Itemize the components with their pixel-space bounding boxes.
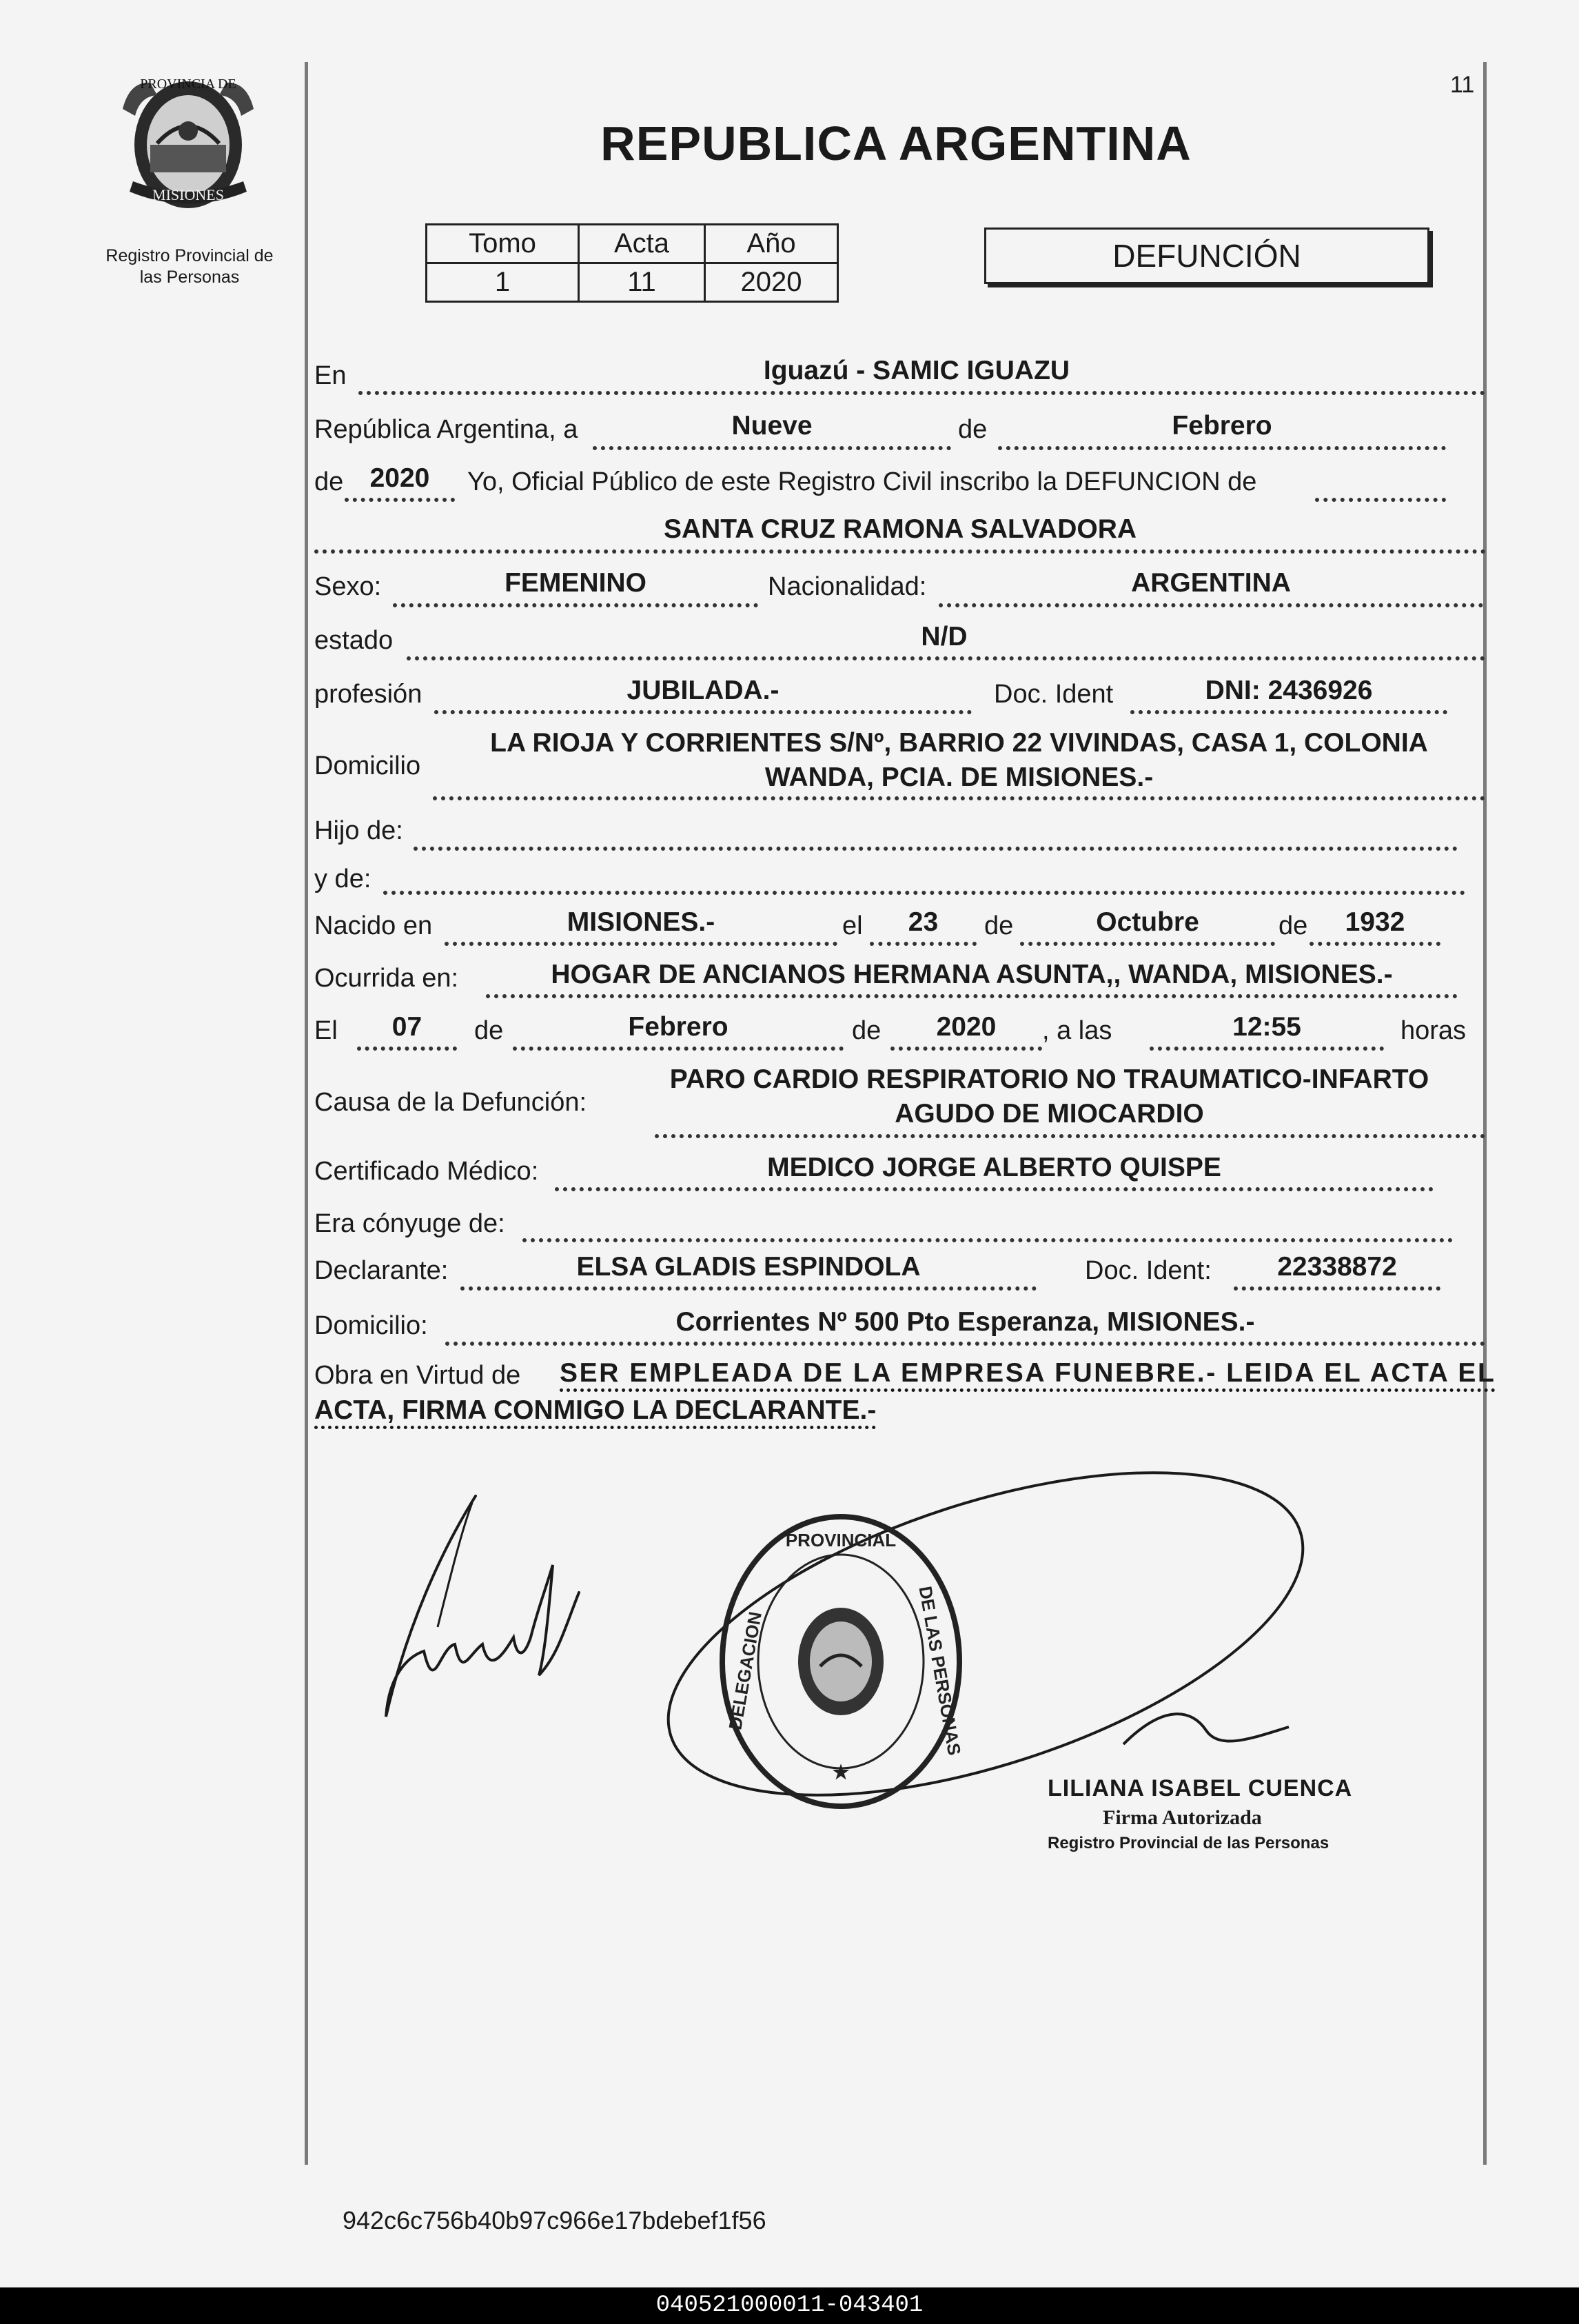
deceased-name: SANTA CRUZ RAMONA SALVADORA: [663, 514, 1137, 544]
day-word-value: Nueve: [731, 411, 813, 441]
svg-text:PROVINCIA DE: PROVINCIA DE: [140, 77, 236, 92]
document-title: REPUBLICA ARGENTINA: [600, 117, 1192, 170]
place-value: Iguazú - SAMIC IGUAZU: [763, 356, 1070, 385]
left-margin-line: [305, 62, 308, 2165]
horas-label: horas: [1400, 1016, 1467, 1045]
record-type-box: DEFUNCIÓN: [984, 228, 1429, 284]
place-line: [358, 391, 1485, 395]
official-stamp: [710, 1506, 972, 1817]
declarante-line: [460, 1286, 1037, 1291]
acta-value: 11: [579, 263, 705, 302]
province-coat-of-arms: [109, 68, 267, 219]
nacido-value: MISIONES.-: [567, 907, 715, 937]
footer-code: 040521000011-043401: [0, 2287, 1579, 2324]
el-label: el: [842, 911, 863, 940]
inscribo-line: [1315, 498, 1446, 502]
day-word-line: [593, 446, 951, 450]
decl-doc-line: [1234, 1286, 1440, 1291]
obra-label: Obra en Virtud de: [314, 1361, 521, 1390]
inscribo-text: Yo, Oficial Público de este Registro Civil inscribo la DEFUNCION de: [467, 467, 1257, 496]
doc-ident-line: [1130, 710, 1447, 714]
birth-day: 23: [908, 907, 939, 937]
sexo-label: Sexo:: [314, 572, 382, 601]
svg-text:PROVINCIAL: PROVINCIAL: [785, 1530, 897, 1550]
anio-value: 2020: [705, 263, 838, 302]
acta-header: Acta: [579, 225, 705, 263]
estado-label: estado: [314, 626, 394, 655]
death-day: 07: [391, 1012, 422, 1042]
death-year: 2020: [936, 1012, 997, 1042]
death-day-line: [357, 1047, 457, 1051]
death-month-line: [513, 1047, 844, 1051]
conyuge-line: [522, 1238, 1453, 1242]
obra-line2: ACTA, FIRMA CONMIGO LA DECLARANTE.-: [314, 1395, 877, 1425]
reference-table: [425, 223, 839, 303]
signatory-block: [1048, 1775, 1406, 1853]
certificado-label: Certificado Médico:: [314, 1157, 539, 1186]
profesion-line: [434, 710, 972, 714]
nacionalidad-line: [939, 603, 1483, 607]
year-line: [345, 498, 455, 502]
obra-line1: SER EMPLEADA DE LA EMPRESA FUNEBRE.- LEIDA EL ACTA EL: [560, 1358, 1496, 1388]
certificado-value: MEDICO JORGE ALBERTO QUISPE: [767, 1153, 1221, 1182]
svg-text:MISIONES: MISIONES: [152, 186, 224, 203]
conyuge-label: Era cónyuge de:: [314, 1209, 505, 1238]
causa-label: Causa de la Defunción:: [314, 1088, 587, 1117]
decl-domicilio-value: Corrientes Nº 500 Pto Esperanza, MISIONES.-: [675, 1307, 1255, 1337]
month-line: [998, 446, 1446, 450]
nacido-line: [445, 942, 837, 946]
decl-domicilio-line: [445, 1342, 1485, 1346]
causa-line1: PARO CARDIO RESPIRATORIO NO TRAUMATICO-INFARTO: [669, 1064, 1429, 1094]
death-year-line: [890, 1047, 1042, 1051]
svg-text:DE LAS PERSONAS: DE LAS PERSONAS: [915, 1584, 966, 1757]
ocurrida-value: HOGAR DE ANCIANOS HERMANA ASUNTA,, WANDA, MISIONES.-: [551, 960, 1393, 989]
domicilio-line1: LA RIOJA Y CORRIENTES S/Nº, BARRIO 22 VIVINDAS, CASA 1, COLONIA: [490, 728, 1428, 758]
de-label-1: de: [958, 415, 988, 444]
anio-header: Año: [705, 225, 838, 263]
tomo-header: Tomo: [427, 225, 579, 263]
month-value: Febrero: [1172, 411, 1272, 441]
decl-doc-value: 22338872: [1277, 1252, 1397, 1282]
de-label-5: de: [474, 1016, 504, 1045]
birth-day-line: [870, 942, 977, 946]
registry-name: Registro Provincial de las Personas: [105, 246, 274, 287]
signatory-name: LILIANA ISABEL CUENCA: [1048, 1775, 1353, 1801]
svg-text:DELEGACION: DELEGACION: [724, 1610, 766, 1732]
birth-month-line: [1020, 942, 1275, 946]
doc-ident-value: DNI: 2436926: [1205, 676, 1373, 705]
profesion-value: JUBILADA.-: [626, 676, 780, 705]
domicilio-line: [433, 796, 1485, 800]
death-month: Febrero: [628, 1012, 729, 1042]
de-label-6: de: [852, 1016, 882, 1045]
yde-line: [383, 891, 1465, 895]
nacido-label: Nacido en: [314, 911, 433, 940]
birth-year-line: [1310, 942, 1440, 946]
republica-label: República Argentina, a: [314, 415, 578, 444]
sexo-value: FEMENINO: [505, 568, 646, 598]
declarante-label: Declarante:: [314, 1256, 449, 1285]
domicilio-line2: WANDA, PCIA. DE MISIONES.-: [764, 762, 1154, 792]
causa-line2: AGUDO DE MIOCARDIO: [895, 1099, 1204, 1129]
hijo-label: Hijo de:: [314, 816, 403, 845]
deceased-line: [314, 549, 1486, 554]
de-label-2: de: [314, 467, 344, 496]
en-label: En: [314, 361, 347, 390]
estado-value: N/D: [921, 622, 968, 651]
de-label-4: de: [1279, 911, 1308, 940]
tomo-value: 1: [427, 263, 579, 302]
year-value: 2020: [369, 463, 430, 493]
nacionalidad-label: Nacionalidad:: [768, 572, 927, 601]
yde-label: y de:: [314, 865, 371, 893]
declarant-signature: [358, 1489, 620, 1737]
nacionalidad-value: ARGENTINA: [1131, 568, 1291, 598]
birth-year: 1932: [1345, 907, 1405, 937]
domicilio-label: Domicilio: [314, 751, 421, 780]
ocurrida-line: [486, 994, 1458, 998]
doc-ident-label: Doc. Ident: [994, 680, 1114, 709]
certificado-line: [555, 1187, 1434, 1191]
declarante-value: ELSA GLADIS ESPINDOLA: [576, 1252, 921, 1282]
svg-text:★: ★: [832, 1761, 850, 1783]
causa-line: [655, 1134, 1485, 1138]
profesion-label: profesión: [314, 680, 422, 709]
birth-month: Octubre: [1096, 907, 1199, 937]
signatory-role: Firma Autorizada: [1103, 1806, 1262, 1829]
signatory-office: Registro Provincial de las Personas: [1048, 1834, 1330, 1852]
estado-line: [407, 656, 1485, 660]
death-time: 12:55: [1232, 1012, 1301, 1042]
hijo-line: [414, 847, 1458, 851]
decl-domicilio-label: Domicilio:: [314, 1311, 428, 1340]
page-number: 11: [1450, 72, 1475, 98]
death-time-line: [1150, 1047, 1384, 1051]
document-hash: 942c6c756b40b97c966e17bdebef1f56: [343, 2206, 766, 2234]
decl-doc-label: Doc. Ident:: [1085, 1256, 1212, 1285]
el-cap-label: El: [314, 1016, 338, 1045]
alas-label: , a las: [1042, 1016, 1112, 1045]
sexo-line: [393, 603, 758, 607]
de-label-3: de: [984, 911, 1014, 940]
ocurrida-label: Ocurrida en:: [314, 964, 459, 993]
